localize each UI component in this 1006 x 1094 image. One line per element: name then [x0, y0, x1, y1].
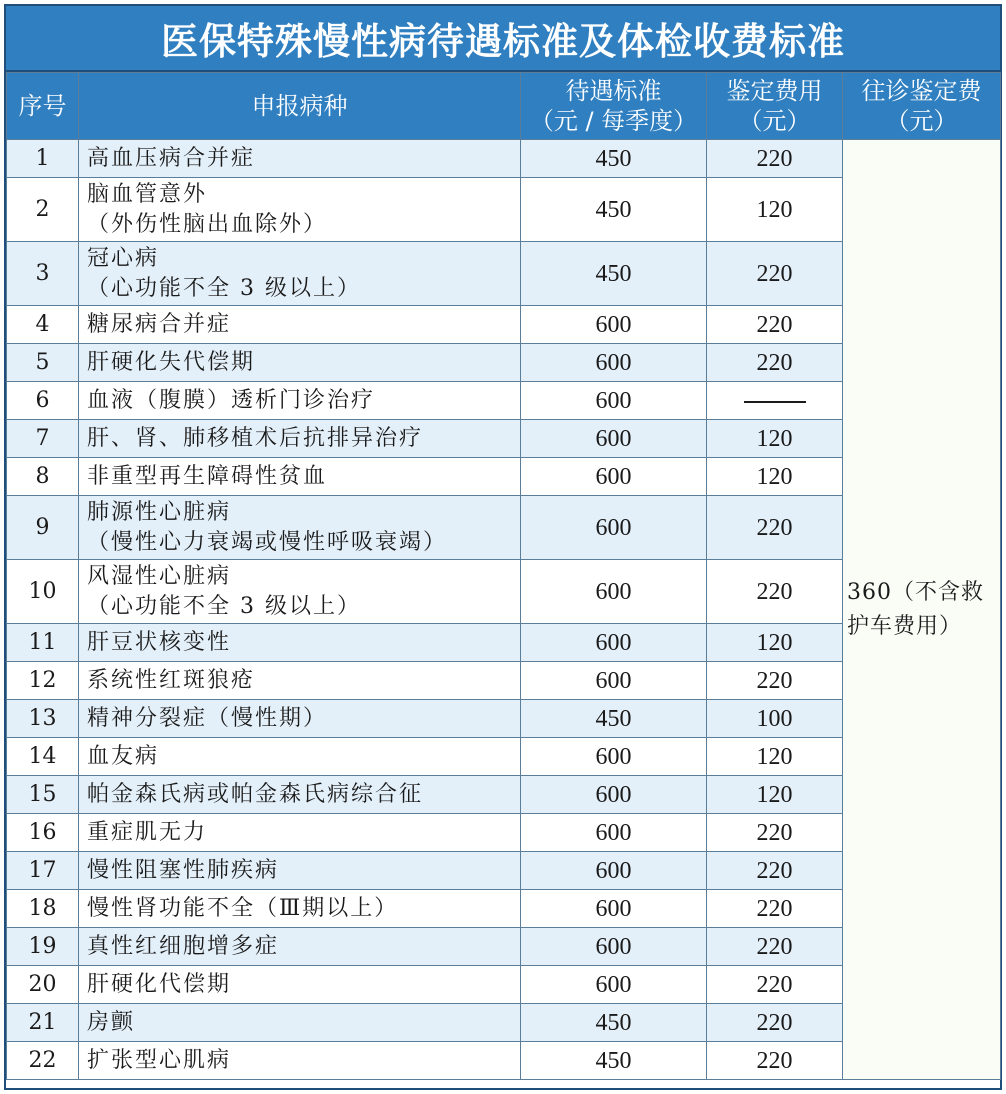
disease-name-line1: 肝豆状核变性 — [87, 629, 232, 655]
row-standard: 600 — [521, 420, 707, 458]
disease-name-line1: 慢性阻塞性肺疾病 — [87, 857, 280, 883]
row-disease — [79, 1042, 521, 1080]
row-standard: 600 — [521, 776, 707, 814]
row-disease — [79, 140, 521, 178]
row-disease — [79, 852, 521, 890]
disease-name-line1: 肺源性心脏病 — [87, 499, 232, 525]
row-seq: 6 — [7, 382, 79, 420]
row-seq: 7 — [7, 420, 79, 458]
row-disease — [79, 344, 521, 382]
row-disease — [79, 1004, 521, 1042]
row-seq: 3 — [7, 242, 79, 306]
row-standard: 600 — [521, 458, 707, 496]
header-row — [7, 73, 1001, 140]
row-standard: 600 — [521, 966, 707, 1004]
row-seq: 17 — [7, 852, 79, 890]
fee-standard-sheet — [4, 4, 1002, 1090]
row-disease — [79, 496, 521, 560]
row-fee: 120 — [707, 624, 843, 662]
row-disease — [79, 178, 521, 242]
row-fee: 220 — [707, 1042, 843, 1080]
row-seq: 4 — [7, 306, 79, 344]
header-visit-line2: （元） — [885, 107, 958, 135]
visit-fee-line1: 360（不含救 — [847, 579, 984, 605]
row-standard: 600 — [521, 382, 707, 420]
row-seq: 1 — [7, 140, 79, 178]
row-disease — [79, 776, 521, 814]
disease-name-line1: 肝硬化失代偿期 — [87, 349, 256, 375]
table-body — [7, 140, 1001, 1080]
disease-name-line1: 血友病 — [87, 743, 160, 769]
header-visit-line1: 往诊鉴定费 — [861, 77, 982, 105]
disease-name-line1: 精神分裂症（慢性期） — [87, 705, 328, 731]
row-standard: 600 — [521, 344, 707, 382]
row-seq: 11 — [7, 624, 79, 662]
row-standard: 600 — [521, 814, 707, 852]
row-disease — [79, 242, 521, 306]
row-disease — [79, 662, 521, 700]
disease-name-line1: 高血压病合并症 — [87, 145, 256, 171]
row-fee: 220 — [707, 966, 843, 1004]
row-disease — [79, 420, 521, 458]
row-seq: 19 — [7, 928, 79, 966]
row-standard: 450 — [521, 140, 707, 178]
row-seq: 12 — [7, 662, 79, 700]
disease-name-line1: 肝硬化代偿期 — [87, 971, 232, 997]
row-fee: 220 — [707, 242, 843, 306]
row-disease — [79, 890, 521, 928]
disease-name-line2: （慢性心力衰竭或慢性呼吸衰竭） — [87, 529, 448, 555]
row-standard: 600 — [521, 560, 707, 624]
table-row — [7, 140, 1001, 178]
row-fee: 220 — [707, 814, 843, 852]
row-fee: 220 — [707, 890, 843, 928]
disease-name-line1: 肝、肾、肺移植术后抗排异治疗 — [87, 425, 424, 451]
row-disease — [79, 928, 521, 966]
row-seq: 16 — [7, 814, 79, 852]
no-fee-dash — [744, 401, 806, 403]
row-seq: 22 — [7, 1042, 79, 1080]
row-seq: 21 — [7, 1004, 79, 1042]
header-seq: 序号 — [7, 73, 79, 140]
row-disease — [79, 814, 521, 852]
row-standard: 600 — [521, 496, 707, 560]
row-standard: 600 — [521, 852, 707, 890]
row-fee-empty — [707, 382, 843, 420]
row-fee: 220 — [707, 852, 843, 890]
row-seq: 10 — [7, 560, 79, 624]
disease-name-line2: （外伤性脑出血除外） — [87, 211, 328, 237]
header-visit-fee — [843, 73, 1001, 140]
row-seq: 20 — [7, 966, 79, 1004]
disease-name-line2: （心功能不全 3 级以上） — [87, 593, 361, 619]
row-disease — [79, 738, 521, 776]
row-standard: 600 — [521, 662, 707, 700]
row-standard: 600 — [521, 624, 707, 662]
row-standard: 450 — [521, 700, 707, 738]
row-fee: 220 — [707, 928, 843, 966]
row-standard: 600 — [521, 928, 707, 966]
row-fee: 120 — [707, 458, 843, 496]
row-fee: 120 — [707, 738, 843, 776]
disease-name-line1: 血液（腹膜）透析门诊治疗 — [87, 387, 376, 413]
row-fee: 120 — [707, 178, 843, 242]
disease-name-line1: 糖尿病合并症 — [87, 311, 232, 337]
row-fee: 220 — [707, 662, 843, 700]
visit-fee-cell — [843, 140, 1001, 1080]
row-standard: 450 — [521, 178, 707, 242]
row-standard: 600 — [521, 306, 707, 344]
disease-name-line1: 脑血管意外 — [87, 181, 208, 207]
visit-fee-line2: 护车费用） — [847, 613, 963, 639]
row-seq: 15 — [7, 776, 79, 814]
row-seq: 9 — [7, 496, 79, 560]
row-fee: 220 — [707, 140, 843, 178]
disease-name-line1: 帕金森氏病或帕金森氏病综合征 — [87, 781, 424, 807]
disease-name-line1: 冠心病 — [87, 245, 160, 271]
row-fee: 220 — [707, 496, 843, 560]
row-fee: 220 — [707, 344, 843, 382]
header-standard — [521, 73, 707, 140]
disease-name-line1: 系统性红斑狼疮 — [87, 667, 256, 693]
row-disease — [79, 700, 521, 738]
row-fee: 220 — [707, 560, 843, 624]
header-disease: 申报病种 — [79, 73, 521, 140]
disease-name-line1: 扩张型心肌病 — [87, 1047, 232, 1073]
disease-name-line1: 慢性肾功能不全（Ⅲ期以上） — [87, 895, 399, 921]
disease-name-line1: 房颤 — [87, 1009, 136, 1035]
row-standard: 450 — [521, 242, 707, 306]
disease-name-line2: （心功能不全 3 级以上） — [87, 275, 361, 301]
disease-name-line1: 重症肌无力 — [87, 819, 208, 845]
row-standard: 450 — [521, 1004, 707, 1042]
row-fee: 220 — [707, 1004, 843, 1042]
header-standard-line1: 待遇标准 — [565, 77, 662, 105]
fee-table — [6, 72, 1001, 1080]
row-disease — [79, 306, 521, 344]
row-fee: 120 — [707, 420, 843, 458]
row-disease — [79, 966, 521, 1004]
header-standard-line2: （元 / 每季度） — [529, 107, 698, 135]
header-fee — [707, 73, 843, 140]
row-fee: 220 — [707, 306, 843, 344]
row-disease — [79, 458, 521, 496]
row-disease — [79, 560, 521, 624]
row-seq: 13 — [7, 700, 79, 738]
row-seq: 18 — [7, 890, 79, 928]
disease-name-line1: 真性红细胞增多症 — [87, 933, 280, 959]
table-title: 医保特殊慢性病待遇标准及体检收费标准 — [6, 6, 1000, 72]
row-fee: 100 — [707, 700, 843, 738]
disease-name-line1: 风湿性心脏病 — [87, 563, 232, 589]
row-disease — [79, 382, 521, 420]
row-standard: 600 — [521, 890, 707, 928]
row-seq: 2 — [7, 178, 79, 242]
row-standard: 450 — [521, 1042, 707, 1080]
disease-name-line1: 非重型再生障碍性贫血 — [87, 463, 328, 489]
header-fee-line2: （元） — [738, 107, 811, 135]
row-seq: 14 — [7, 738, 79, 776]
header-fee-line1: 鉴定费用 — [726, 77, 823, 105]
row-standard: 600 — [521, 738, 707, 776]
row-disease — [79, 624, 521, 662]
row-seq: 5 — [7, 344, 79, 382]
row-seq: 8 — [7, 458, 79, 496]
row-fee: 120 — [707, 776, 843, 814]
